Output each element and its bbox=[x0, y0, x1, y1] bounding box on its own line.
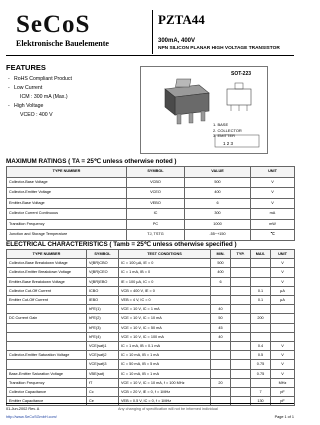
feature-item: - Low Current bbox=[8, 85, 43, 91]
table-cell bbox=[251, 268, 271, 277]
table-cell: 1000 bbox=[185, 219, 251, 230]
table-cell bbox=[231, 268, 251, 277]
table-cell bbox=[231, 323, 251, 332]
logo-text: SeCoS bbox=[16, 11, 91, 38]
table-cell bbox=[211, 388, 231, 397]
table-row bbox=[7, 230, 295, 241]
table-cell: 0.4 bbox=[251, 342, 271, 351]
table-header-row: TYPE NUMBER SYMBOL VALUE UNIT bbox=[7, 167, 295, 178]
table-cell: Emitter Capacitance bbox=[7, 397, 87, 406]
table-cell: 500 bbox=[185, 177, 251, 188]
table-cell: VCE = 10 V, IC = 1 mA bbox=[119, 305, 211, 314]
table-cell: Collector-Base Breakdown Voltage bbox=[7, 259, 87, 268]
table-cell: hFE(1) bbox=[87, 305, 119, 314]
table-cell: hFE(3) bbox=[87, 323, 119, 332]
table-cell bbox=[231, 342, 251, 351]
table-row bbox=[7, 259, 295, 268]
table-row bbox=[7, 219, 295, 230]
table-cell: Emitter Cut-Off Current bbox=[7, 296, 87, 305]
table-cell: VEB = 0.5 V, IC = 0, f = 1MHz bbox=[119, 397, 211, 406]
table-cell: Transition Frequency bbox=[7, 219, 127, 230]
table-cell: 40 bbox=[211, 305, 231, 314]
table-cell: V(BR)EBO bbox=[87, 277, 119, 286]
table-cell bbox=[231, 351, 251, 360]
table-cell: Junction and Storage Temperature bbox=[7, 230, 127, 241]
table-cell: V bbox=[251, 177, 295, 188]
table-cell: IC = 10 mA, IB = 1 mA bbox=[119, 351, 211, 360]
package-figure bbox=[140, 66, 268, 154]
table-cell: ℃ bbox=[251, 230, 295, 241]
table-cell: Emitter-Base Breakdown Voltage bbox=[7, 277, 87, 286]
table-cell bbox=[231, 286, 251, 295]
table-cell: IC bbox=[127, 209, 185, 220]
table-cell: 6 bbox=[185, 198, 251, 209]
table-row bbox=[7, 209, 295, 220]
table-row bbox=[7, 378, 295, 387]
table-cell: mW bbox=[251, 219, 295, 230]
pin-numbers: 1 2 3 bbox=[223, 141, 234, 146]
table-cell bbox=[231, 296, 251, 305]
table-cell bbox=[231, 332, 251, 341]
table-cell: Transition Frequency bbox=[7, 378, 87, 387]
table-cell: 20 bbox=[211, 378, 231, 387]
pin-legend: 1. BASE 2. COLLECTOR 3. EMITTER bbox=[213, 122, 242, 138]
table-cell: IC = 100 μA, IE = 0 bbox=[119, 259, 211, 268]
table-cell: mA bbox=[251, 209, 295, 220]
table-cell: V bbox=[271, 342, 295, 351]
table-cell bbox=[251, 277, 271, 286]
sot223-drawing bbox=[141, 67, 269, 155]
table-cell bbox=[231, 369, 251, 378]
table-row bbox=[7, 388, 295, 397]
table-cell: V bbox=[271, 369, 295, 378]
footer-url-link[interactable]: http://www.SeCoSGmbH.com/ bbox=[6, 415, 57, 419]
table-cell: VCEO bbox=[127, 188, 185, 199]
company-logo bbox=[16, 13, 126, 51]
table-cell: ICBO bbox=[87, 286, 119, 295]
table-cell: IC = 10 mA, IB = 1 mA bbox=[119, 369, 211, 378]
table-cell: VCE = 10 V, IC = 50 mA bbox=[119, 323, 211, 332]
table-cell: 0.75 bbox=[251, 360, 271, 369]
table-cell bbox=[231, 388, 251, 397]
table-cell: V bbox=[271, 351, 295, 360]
table-cell: -55~+150 bbox=[185, 230, 251, 241]
table-cell: IC = 50 mA, IB = 5 mA bbox=[119, 360, 211, 369]
table-cell bbox=[7, 305, 87, 314]
table-cell: VCE = 10 V, IC = 100 mA bbox=[119, 332, 211, 341]
table-row bbox=[7, 314, 295, 323]
table-cell: IEBO bbox=[87, 296, 119, 305]
table-cell: V bbox=[271, 277, 295, 286]
table-row bbox=[7, 397, 295, 406]
table-cell: VCBO bbox=[127, 177, 185, 188]
table-cell: TJ, TSTG bbox=[127, 230, 185, 241]
table-cell: IC = 1 mA, IB = 0 bbox=[119, 268, 211, 277]
table-row bbox=[7, 369, 295, 378]
table-cell: 45 bbox=[211, 323, 231, 332]
table-cell: V bbox=[271, 259, 295, 268]
table-cell: 40 bbox=[211, 332, 231, 341]
footer-rule bbox=[6, 403, 294, 404]
max-ratings-table bbox=[6, 166, 295, 241]
table-cell: Emitter-Base Voltage bbox=[7, 198, 127, 209]
package-name: SOT-223 bbox=[231, 71, 252, 77]
table-cell bbox=[231, 259, 251, 268]
table-cell: Collector-Base Voltage bbox=[7, 177, 127, 188]
table-cell bbox=[271, 323, 295, 332]
table-cell bbox=[231, 277, 251, 286]
table-row bbox=[7, 305, 295, 314]
table-cell: VCB = 20 V, IE = 0, f = 1MHz bbox=[119, 388, 211, 397]
table-row bbox=[7, 177, 295, 188]
table-cell: pF bbox=[271, 388, 295, 397]
table-cell: μA bbox=[271, 286, 295, 295]
table-cell: 7 bbox=[251, 388, 271, 397]
table-cell: Collector Current Continuous bbox=[7, 209, 127, 220]
table-cell: 50 bbox=[211, 314, 231, 323]
features-block bbox=[6, 63, 126, 151]
features-list bbox=[6, 75, 126, 120]
table-cell bbox=[7, 342, 87, 351]
table-cell bbox=[7, 332, 87, 341]
table-cell: V(BR)CBO bbox=[87, 259, 119, 268]
table-cell bbox=[251, 332, 271, 341]
feature-item: ICM : 300 mA (Max.) bbox=[20, 94, 68, 100]
table-cell: VCE = 10 V, IC = 10 mA bbox=[119, 314, 211, 323]
table-cell: fT bbox=[87, 378, 119, 387]
table-cell: VCB = 400 V, IE = 0 bbox=[119, 286, 211, 295]
table-cell bbox=[251, 259, 271, 268]
table-header-row: TYPE NUMBER SYMBOL TEST CONDITIONS MIN. TYP. MAX. UNIT bbox=[7, 250, 295, 259]
table-cell: Collector-Emitter Saturation Voltage bbox=[7, 351, 87, 360]
footer-date: 01-Jun-2002 Rev. A bbox=[6, 407, 40, 411]
table-cell bbox=[211, 286, 231, 295]
table-cell: Collector Cut-Off Current bbox=[7, 286, 87, 295]
table-row bbox=[7, 351, 295, 360]
table-cell: Collector-Emitter Voltage bbox=[7, 188, 127, 199]
max-ratings-title: MAXIMUM RATINGS ( TA = 25℃ unless otherwise noted ) bbox=[6, 158, 177, 165]
table-cell: hFE(4) bbox=[87, 332, 119, 341]
table-row bbox=[7, 268, 295, 277]
company-name: Elektronische Bauelemente bbox=[16, 39, 109, 48]
table-cell bbox=[231, 360, 251, 369]
table-row bbox=[7, 342, 295, 351]
table-cell: VCE = 10 V, IC = 10 mA, f = 100 MHz bbox=[119, 378, 211, 387]
table-cell: VEBO bbox=[127, 198, 185, 209]
part-description: NPN SILICON PLANAR HIGH VOLTAGE TRANSISTOR bbox=[158, 46, 280, 51]
table-row bbox=[7, 277, 295, 286]
footer-notice: Any changing of specification will not be informed individual bbox=[118, 407, 218, 411]
table-cell: VCE(sat)1 bbox=[87, 342, 119, 351]
table-cell: PC bbox=[127, 219, 185, 230]
table-cell bbox=[211, 342, 231, 351]
table-cell: V(BR)CEO bbox=[87, 268, 119, 277]
table-cell: V bbox=[251, 198, 295, 209]
table-cell: V bbox=[271, 360, 295, 369]
table-cell: μA bbox=[271, 296, 295, 305]
feature-item: VCEO : 400 V bbox=[20, 112, 53, 118]
feature-item: - RoHS Compliant Product bbox=[8, 76, 72, 82]
table-cell: hFE(2) bbox=[87, 314, 119, 323]
table-cell: MHz bbox=[271, 378, 295, 387]
table-cell: pF bbox=[271, 397, 295, 406]
table-cell: Cc bbox=[87, 388, 119, 397]
table-cell bbox=[251, 305, 271, 314]
table-row bbox=[7, 188, 295, 199]
table-cell bbox=[211, 351, 231, 360]
table-cell: IE = 100 μA, IC = 0 bbox=[119, 277, 211, 286]
feature-item: - High Voltage bbox=[8, 103, 44, 109]
table-cell: VCE(sat)2 bbox=[87, 351, 119, 360]
elec-chars-table bbox=[6, 249, 295, 406]
table-cell: 0.1 bbox=[251, 286, 271, 295]
table-row bbox=[7, 360, 295, 369]
table-cell: 0.5 bbox=[251, 351, 271, 360]
table-cell bbox=[231, 314, 251, 323]
table-cell bbox=[211, 360, 231, 369]
table-cell: Ce bbox=[87, 397, 119, 406]
part-number: PZTA44 bbox=[158, 12, 205, 27]
part-ratings: 300mA, 400V bbox=[158, 38, 196, 44]
table-cell: V bbox=[271, 268, 295, 277]
table-cell: VEB = 4 V, IC = 0 bbox=[119, 296, 211, 305]
features-title: FEATURES bbox=[6, 63, 46, 72]
table-cell: 130 bbox=[251, 397, 271, 406]
table-cell bbox=[271, 314, 295, 323]
table-cell bbox=[211, 397, 231, 406]
table-cell bbox=[231, 397, 251, 406]
table-row bbox=[7, 323, 295, 332]
table-cell: VBE(sat) bbox=[87, 369, 119, 378]
table-cell bbox=[7, 360, 87, 369]
table-cell: 400 bbox=[211, 268, 231, 277]
table-cell: Collector Capacitance bbox=[7, 388, 87, 397]
datasheet-page bbox=[6, 6, 294, 419]
footer-page: Page 1 of 1 bbox=[274, 415, 294, 419]
table-cell bbox=[271, 305, 295, 314]
table-cell: VCE(sat)3 bbox=[87, 360, 119, 369]
table-cell: V bbox=[251, 188, 295, 199]
table-cell: 400 bbox=[185, 188, 251, 199]
table-cell: 300 bbox=[185, 209, 251, 220]
table-cell bbox=[211, 296, 231, 305]
table-row bbox=[7, 332, 295, 341]
table-cell: IC = 1 mA, IB = 0.1 mA bbox=[119, 342, 211, 351]
table-cell bbox=[231, 378, 251, 387]
header-rule bbox=[6, 55, 294, 56]
table-cell bbox=[231, 305, 251, 314]
table-cell: 200 bbox=[251, 314, 271, 323]
table-row bbox=[7, 296, 295, 305]
table-cell: 0.75 bbox=[251, 369, 271, 378]
table-cell bbox=[251, 378, 271, 387]
table-cell: Base-Emitter Saturation Voltage bbox=[7, 369, 87, 378]
part-header bbox=[158, 12, 294, 51]
table-cell: 500 bbox=[211, 259, 231, 268]
header-divider bbox=[152, 10, 153, 54]
elec-chars-title: ELECTRICAL CHARACTERISTICS ( Tamb = 25℃ unless otherwise specified ) bbox=[6, 241, 237, 248]
table-row bbox=[7, 198, 295, 209]
table-cell: 0.1 bbox=[251, 296, 271, 305]
table-cell bbox=[211, 369, 231, 378]
table-cell bbox=[251, 323, 271, 332]
table-cell bbox=[271, 332, 295, 341]
table-cell: 6 bbox=[211, 277, 231, 286]
table-cell: DC Current Gain bbox=[7, 314, 87, 323]
table-cell: Collector-Emitter Breakdown Voltage bbox=[7, 268, 87, 277]
table-row bbox=[7, 286, 295, 295]
table-cell bbox=[7, 323, 87, 332]
